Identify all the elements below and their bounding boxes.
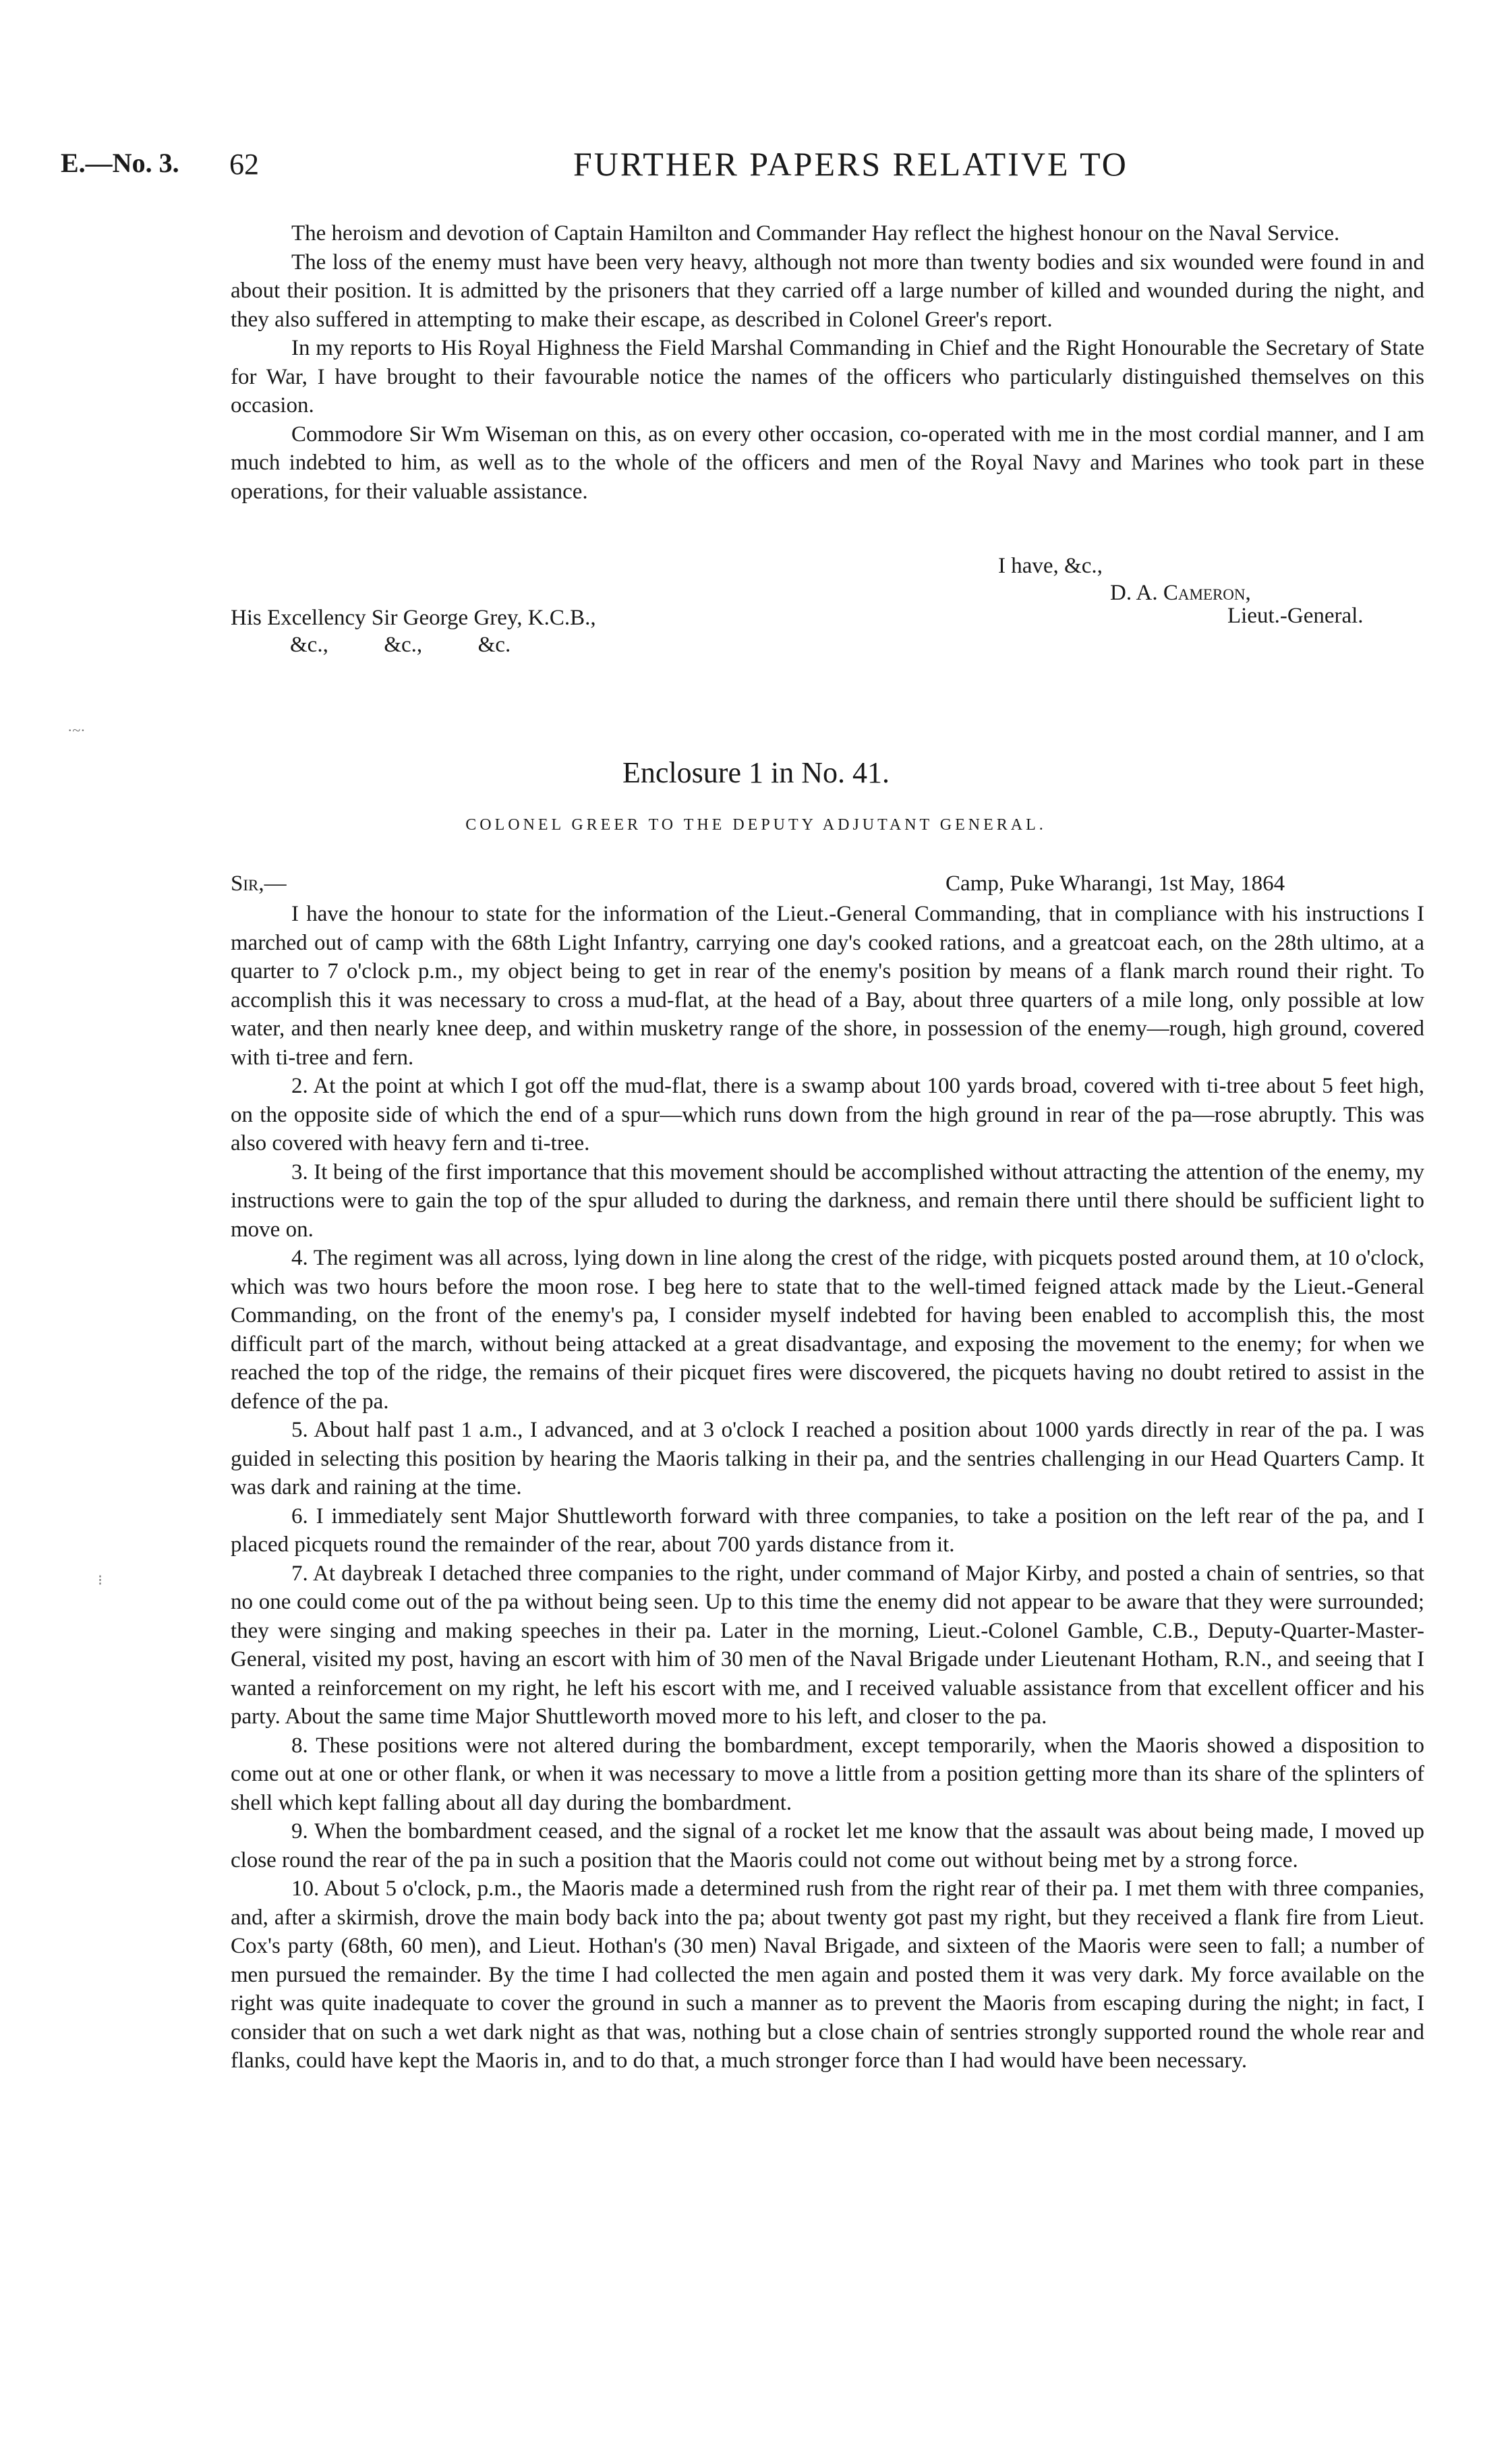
letter-paragraph: The loss of the enemy must have been very heavy, although not more than twenty bodies and six wounded were found in and about their position. It is admitted by the prisoners that they carried off a large number of killed and wounded during the night, and they also suffered in attempting to make their escape, as described in Colonel Greer's report. <box>231 250 1424 332</box>
enclosure-body <box>231 900 1424 2075</box>
signature-rank: Lieut.-General. <box>1227 604 1364 628</box>
enclosure-title: Enclosure 1 in No. 41. <box>622 756 890 789</box>
enclosure-paragraph: 2. At the point at which I got off the mud-flat, there is a swamp about 100 yards broad, covered with ti-tree about 5 feet high, on the opposite side of which the end of a spur—which runs down from the high ground in rear of the pa—rose abruptly. This was also covered with heavy fern and ti-tree. <box>231 1074 1424 1155</box>
page-number: 62 <box>229 148 259 181</box>
signature-initials: D. A. <box>1110 581 1158 605</box>
addressee: His Excellency Sir George Grey, K.C.B., <box>231 606 596 630</box>
document-reference: E.—No. 3. <box>61 148 179 178</box>
signature <box>1110 579 1251 607</box>
letter-body <box>231 219 1424 506</box>
enclosure-paragraph: 7. At daybreak I detached three companies to the right, under command of Major Kirby, and posted a chain of sentries, so that no one could come out of the pa without being seen. Up to this time the enemy did not appear to be aware that they were surrounded; they were singing and making speeches in their pa. Later in the morning, Lieut.-Colonel Gamble, C.B., Deputy-Quarter-Master-General, visited my post, having an escort with him of 30 men of the Naval Brigade under Lieutenant Hotham, R.N., and seeing that I wanted a reinforcement on my right, he left his escort with me, and I received valuable assistance from that excellent officer and his party. About the same time Major Shuttleworth moved more to his left, and closer to the pa. <box>231 1561 1424 1729</box>
enclosure-paragraph: 8. These positions were not altered during the bombardment, except temporarily, when the Maoris showed a disposition to come out at one or other flank, or when it was necessary to move a little from a position getting more than its share of the splinters of shell which kept falling about all day during the bombardment. <box>231 1733 1424 1815</box>
margin-mark: ⁝ <box>98 1572 103 1588</box>
letter-paragraph: Commodore Sir Wm Wiseman on this, as on every other occasion, co-operated with me in the most cordial manner, and I am much indebted to him, as well as to the whole of the officers and men of the Royal Navy and Marines who took part in these operations, for their valuable assistance. <box>231 422 1424 504</box>
enclosure-paragraph: I have the honour to state for the information of the Lieut.-General Commanding, that in compliance with his instructions I marched out of camp with the 68th Light Infantry, carrying one day's cooked rations, and a greatcoat each, on the 28th ultimo, at a quarter to 7 o'clock p.m., my object being to get in rear of the enemy's position by means of a flank march round their right. To accomplish this it was necessary to cross a mud-flat, at the head of a Bay, about three quarters of a mile long, only possible at low water, and then nearly knee deep, and within musketry range of the shore, in possession of the enemy—rough, high ground, covered with ti-tree and fern. <box>231 902 1424 1070</box>
enclosure-paragraph: 10. About 5 o'clock, p.m., the Maoris made a determined rush from the right rear of their pa. I met them with three companies, and, after a skirmish, drove the main body back into the pa; about twenty got past my right, but they received a flank fire from Lieut. Cox's party (68th, 60 men), and Lieut. Hothan's (30 men) Naval Brigade, and sixteen of the Maoris were seen to fall; a number of men pursued the remainder. By the time I had collected the men again and posted them it was very dark. My force available on the right was quite inadequate to cover the ground in such a manner as to prevent the Maoris from escaping during the night; in fact, I consider that on such a wet dark night as that was, nothing but a close chain of sentries strongly supported round the whole rear and flanks, could have kept the Maoris in, and to do that, a much stronger force than I had would have been necessary. <box>231 1876 1424 2073</box>
letter-paragraph: The heroism and devotion of Captain Hamilton and Commander Hay reflect the highest honour on the Naval Service. <box>291 221 1340 246</box>
enclosure-paragraph: 6. I immediately sent Major Shuttleworth forward with three companies, to take a position on the left rear of the pa, and I placed picquets round the remainder of the rear, about 700 yards distance from it. <box>231 1503 1424 1557</box>
enclosure-paragraph: 3. It being of the first importance that this movement should be accomplished without attracting the attention of the enemy, my instructions were to gain the top of the spur alluded to during the darkness, and remain there until there should be sufficient light to move on. <box>231 1159 1424 1242</box>
signature-name: Cameron, <box>1163 581 1251 605</box>
enclosure-paragraph: 4. The regiment was all across, lying down in line along the crest of the ridge, with picquets posted around them, at 10 o'clock, which was two hours before the moon rose. I beg here to state that to the well-timed feigned attack made by the Lieut.-General Commanding, on the front of the enemy's pa, I consider myself indebted for having been enabled to accomplish this, the most difficult part of the march, without being attacked at a great disadvantage, and exposing the movement to the enemy; for when we reached the top of the ridge, the remains of their picquet fires were discovered, the picquets having no doubt retired to assist in the defence of the pa. <box>231 1246 1424 1414</box>
enclosure-paragraph: 9. When the bombardment ceased, and the signal of a rocket let me know that the assault was about being made, I moved up close round the rear of the pa in such a position that the Maoris could not come out without being met by a strong force. <box>231 1819 1424 1872</box>
enclosure-subtitle: COLONEL GREER TO THE DEPUTY ADJUTANT GENERAL. <box>465 816 1047 834</box>
salutation: Sir,— <box>231 871 287 896</box>
dateline: Camp, Puke Wharangi, 1st May, 1864 <box>946 871 1285 896</box>
enclosure-paragraph: 5. About half past 1 a.m., I advanced, and at 3 o'clock I reached a position about 1000 yards directly in rear of the pa. I was guided in selecting this position by hearing the Maoris talking in their pa, and the sentries challenging in our Head Quarters Camp. It was dark and raining at the time. <box>231 1418 1424 1499</box>
addressee-etc: &c., &c., &c. <box>290 633 511 657</box>
running-header <box>61 147 1409 188</box>
closing-line: I have, &c., <box>998 554 1103 578</box>
letter-paragraph: In my reports to His Royal Highness the Field Marshal Commanding in Chief and the Right Honourable the Secretary of State for War, I have brought to their favourable notice the names of the officers who particularly distinguished themselves on this occasion. <box>231 336 1424 418</box>
margin-mark: ·~· <box>67 722 86 739</box>
running-title: FURTHER PAPERS RELATIVE TO <box>573 145 1128 183</box>
